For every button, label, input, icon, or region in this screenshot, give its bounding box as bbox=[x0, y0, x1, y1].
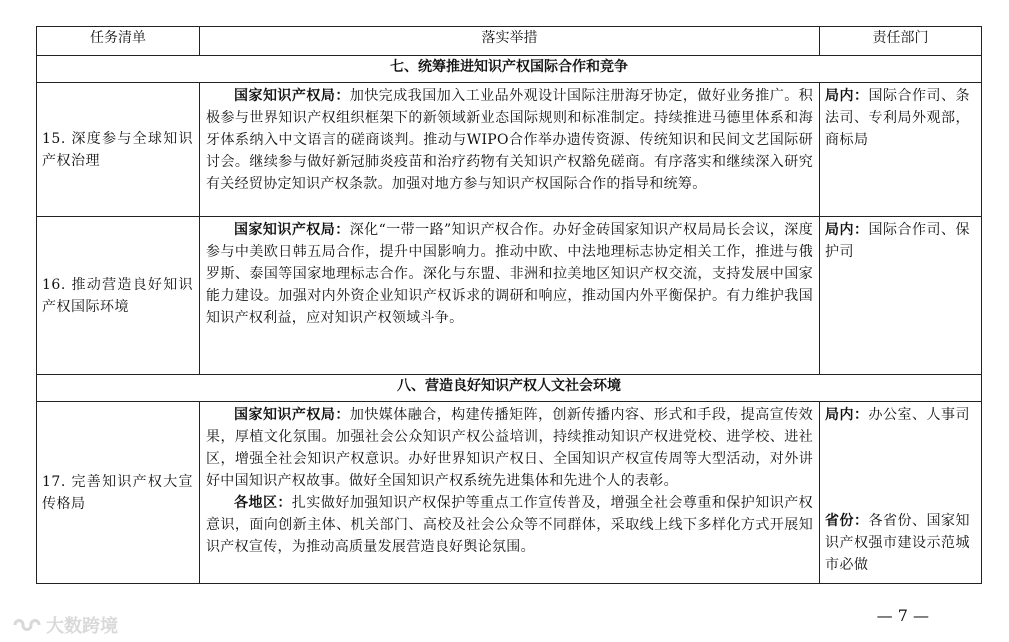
watermark-text: 大数跨境 bbox=[46, 616, 118, 637]
measure-paragraph bbox=[206, 404, 813, 492]
header-departments: 责任部门 bbox=[820, 27, 982, 56]
measure-paragraph bbox=[206, 492, 813, 558]
task-cell: 16. 推动营造良好知识产权国际环境 bbox=[37, 217, 200, 375]
department-cell bbox=[820, 83, 982, 217]
watermark bbox=[12, 612, 118, 638]
task-cell: 17. 完善知识产权大宣传格局 bbox=[37, 402, 200, 584]
department-label: 局内： bbox=[825, 222, 869, 238]
measure-label: 国家知识产权局： bbox=[234, 88, 350, 104]
measure-text: 加快媒体融合，构建传播矩阵，创新传播内容、形式和手段，提高宣传效果，厚植文化氛围。加强社会公众知识产权公益培训，持续推动知识产权进党校、进学校、进社区，增强全社会知识产权意识。办好世界知识产权日、全国知识产权宣传周等大型活动，对外讲好中国知识产权故事。做好全国知识产权系统先进集体和先进个人的表彰。 bbox=[206, 407, 813, 489]
department-block bbox=[825, 510, 977, 576]
measure-paragraph bbox=[206, 219, 813, 329]
measure-label: 国家知识产权局： bbox=[234, 222, 350, 238]
measure-cell bbox=[200, 83, 820, 217]
department-cell bbox=[820, 402, 982, 584]
measure-label: 国家知识产权局： bbox=[234, 407, 350, 423]
section-title: 七、统筹推进知识产权国际合作和竞争 bbox=[37, 56, 982, 83]
department-label: 局内： bbox=[825, 88, 869, 104]
task-cell: 15. 深度参与全球知识产权治理 bbox=[37, 83, 200, 217]
measure-text: 扎实做好加强知识产权保护等重点工作宣传普及，增强全社会尊重和保护知识产权意识，面向创新主体、机关部门、高校及社会公众等不同群体，采取线上线下多样化方式开展知识产权宣传，为推动高质量发展营造良好舆论氛围。 bbox=[206, 495, 813, 555]
task-table bbox=[36, 26, 982, 584]
department-text: 国际合作司、保护司 bbox=[825, 222, 970, 260]
header-measures: 落实举措 bbox=[200, 27, 820, 56]
department-text: 国际合作司、条法司、专利局外观部，商标局 bbox=[825, 88, 970, 148]
measure-text: 加快完成我国加入工业品外观设计国际注册海牙协定，做好业务推广。积极参与世界知识产权组织框架下的新领域新业态国际规则和标准制定。持续推进马德里体系和海牙体系纳入中文语言的磋商谈判。推动与WIPO合作举办遗传资源、传统知识和民间文艺国际研讨会。继续参与做好新冠肺炎疫苗和治疗药物有关知识产权豁免磋商。有序落实和继续深入研究有关经贸协定知识产权条款。加强对地方参与知识产权国际合作的指导和统筹。 bbox=[206, 88, 813, 192]
measure-cell bbox=[200, 217, 820, 375]
department-cell bbox=[820, 217, 982, 375]
table-row bbox=[37, 402, 982, 584]
department-text: 各省份、国家知识产权强市建设示范城市必做 bbox=[825, 513, 970, 573]
measure-paragraph bbox=[206, 85, 813, 195]
watermark-logo-icon bbox=[12, 615, 42, 635]
section-title: 八、营造良好知识产权人文社会环境 bbox=[37, 375, 982, 402]
table-row bbox=[37, 83, 982, 217]
page-number: — 7 — bbox=[876, 606, 929, 625]
section-row bbox=[37, 375, 982, 402]
department-label: 省份： bbox=[825, 513, 869, 529]
measure-cell bbox=[200, 402, 820, 584]
measure-label: 各地区： bbox=[234, 495, 292, 511]
section-row bbox=[37, 56, 982, 83]
table-row bbox=[37, 217, 982, 375]
measure-text: 深化“一带一路”知识产权合作。办好金砖国家知识产权局局长会议，深度参与中美欧日韩五局合作，提升中国影响力。推动中欧、中法地理标志协定相关工作，推进与俄罗斯、泰国等国家地理标志合作。深化与东盟、非洲和拉美地区知识产权交流，支持发展中国家能力建设。加强对内外资企业知识产权诉求的调研和响应，推动国内外平衡保护。有力维护我国知识产权利益，应对知识产权领域斗争。 bbox=[206, 222, 813, 326]
department-text: 办公室、人事司 bbox=[868, 407, 970, 423]
table-header-row bbox=[37, 27, 982, 56]
department-block bbox=[825, 404, 977, 426]
department-label: 局内： bbox=[825, 407, 869, 423]
header-task-list: 任务清单 bbox=[37, 27, 200, 56]
